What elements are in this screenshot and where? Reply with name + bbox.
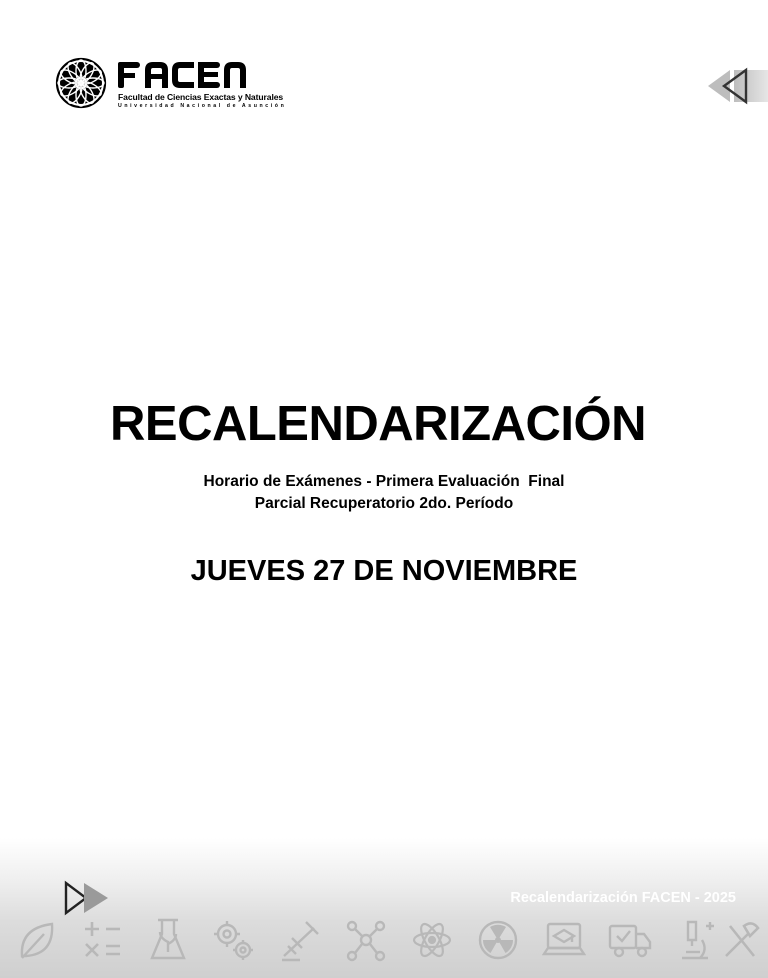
radiation-icon — [476, 916, 520, 964]
page-title: RECALENDARIZACIÓN — [110, 397, 646, 451]
double-chevron-right-icon[interactable] — [64, 880, 110, 916]
delivery-truck-icon — [608, 916, 652, 964]
microscope-sparkle-icon — [674, 916, 718, 964]
subtitle-recovery-period: Parcial Recuperatorio 2do. Período — [254, 495, 514, 512]
leaf-icon — [14, 916, 58, 964]
facen-logo — [54, 56, 287, 112]
molecule-icon — [344, 916, 388, 964]
science-icons-row — [14, 916, 754, 972]
gears-icon — [212, 916, 256, 964]
microscope-icon — [278, 916, 322, 964]
logo-faculty-name: Facultad de Ciencias Exactas y Naturales — [118, 92, 284, 102]
facen-wordmark — [118, 60, 246, 90]
subtitle-exam-schedule: Horario de Exámenes - Primera Evaluación Final — [203, 473, 565, 490]
flask-plant-icon — [146, 916, 190, 964]
rosette-emblem-icon — [54, 56, 108, 110]
atom-icon — [410, 916, 454, 964]
laptop-graduation-icon — [542, 916, 586, 964]
logo-university-name: Universidad Nacional de Asunción — [118, 103, 287, 109]
footer-band — [0, 838, 768, 978]
footer-caption: Recalendarización FACEN - 2025 — [510, 890, 736, 906]
tools-icon — [720, 916, 764, 964]
math-operators-icon — [80, 916, 124, 964]
date-heading: JUEVES 27 DE NOVIEMBRE — [190, 555, 578, 587]
double-chevron-left-icon[interactable] — [706, 66, 768, 106]
